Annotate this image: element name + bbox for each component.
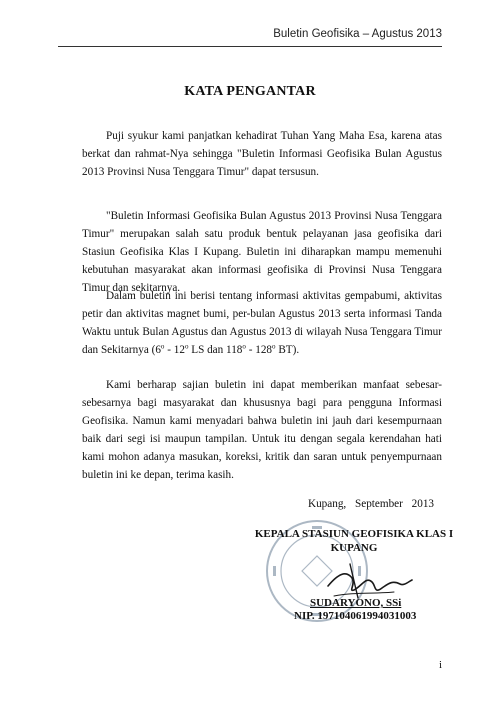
paragraph-1-text: Puji syukur kami panjatkan kehadirat Tuhan Yang Maha Esa, karena atas berkat dan rahmat-Nya sehingga "Buletin Informasi Geofisika Bulan Agustus 2013 Provinsi Nusa Tenggara Timur" dapat tersusun. (82, 130, 442, 178)
degree-sign: o (272, 342, 276, 351)
paragraph-2 (82, 207, 442, 297)
paragraph-3-part4: - 128 (245, 344, 273, 356)
degree-sign: o (160, 342, 165, 351)
signatory-position-line2: KUPANG (330, 542, 378, 554)
running-header: Buletin Geofisika – Agustus 2013 (273, 28, 442, 40)
paragraph-4-text: Kami berharap sajian buletin ini dapat memberikan manfaat sebesar-sebesarnya bagi masyarakat dan khususnya bagi para pengguna Informasi Geofisika. Namun kami menyadari bahwa buletin ini jauh dari kesempurnaan baik dari segi isi maupun tampilan. Untuk itu dengan segala kerendahan hati kami mohon adanya masukan, koreksi, kritik dan saran untuk penyempurnaan buletin ini ke depan, terima kasih. (82, 379, 442, 481)
signatory-nip: NIP. 197104061994031003 (294, 610, 417, 622)
paragraph-2-text: "Buletin Informasi Geofisika Bulan Agustus 2013 Provinsi Nusa Tenggara Timur" merupakan salah satu produk bentuk pelayanan jasa geofisika dari Stasiun Geofisika Klas I Kupang. Buletin ini diharapkan mampu memenuhi kebutuhan masyarakat akan informasi geofisika di Provinsi Nusa Tenggara Timur dan sekitarnya. (82, 210, 442, 294)
page-number: i (438, 659, 442, 671)
page-title: KATA PENGANTAR (184, 84, 316, 99)
paragraph-3-end: BT). (275, 344, 300, 356)
signatory-position-line1: KEPALA STASIUN GEOFISIKA KLAS I (254, 528, 454, 540)
degree-sign: o (242, 342, 246, 351)
place-date: Kupang, September 2013 (308, 498, 435, 510)
paragraph-1 (82, 127, 442, 181)
header-divider (58, 46, 442, 47)
signatory-name: SUDARYONO, SSi (310, 597, 402, 609)
paragraph-4 (82, 376, 442, 484)
paragraph-3 (82, 287, 442, 359)
signatory-position (254, 527, 454, 555)
paragraph-3-part2: - 12 (164, 344, 185, 356)
paragraph-3-part3: LS dan 118 (188, 344, 243, 356)
degree-sign: o (184, 342, 189, 351)
paragraph-3-text: Dalam buletin ini berisi tentang informasi aktivitas gempabumi, aktivitas petir dan aktivitas magnet bumi, per-bulan Agustus 2013 serta informasi Tanda Waktu untuk Bulan Agustus dan Agustus 2013 di wilayah Nusa Tenggara Timur dan Sekitarnya (6 (82, 290, 442, 356)
